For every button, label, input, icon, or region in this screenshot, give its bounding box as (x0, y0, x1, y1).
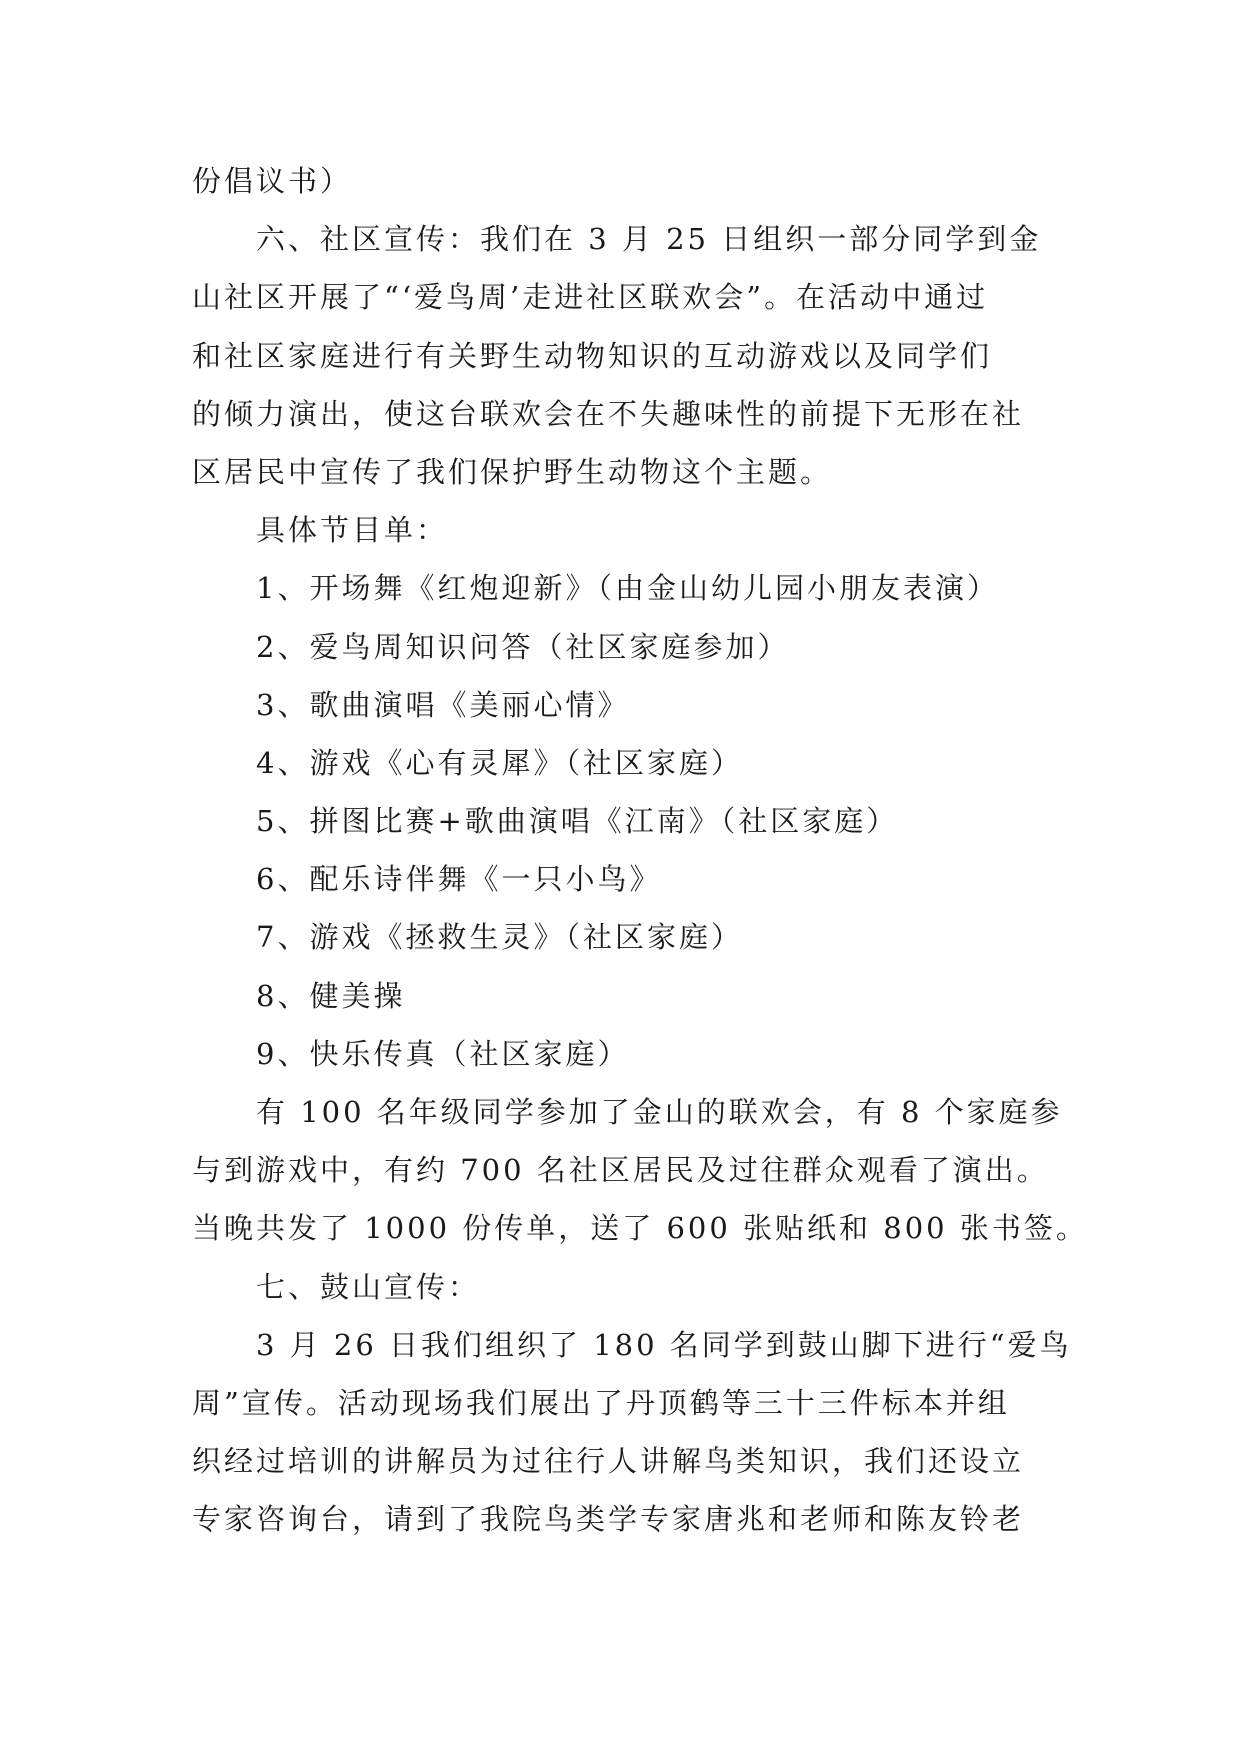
list-item: 3、歌曲演唱《美丽心情》 (256, 687, 630, 722)
list-item: 5、拼图比赛+歌曲演唱《江南》（社区家庭） (256, 804, 899, 839)
text-line: 有 100 名年级同学参加了金山的联欢会，有 8 个家庭参 (256, 1095, 1063, 1129)
text-line: 山社区开展了“‘爱鸟周’走进社区联欢会”。在活动中通过 (192, 280, 989, 315)
text-line: 和社区家庭进行有关野生动物知识的互动游戏以及同学们 (192, 338, 993, 373)
list-item: 8、健美操 (256, 978, 406, 1013)
text-line: 区居民中宣传了我们保护野生动物这个主题。 (192, 454, 833, 489)
list-item: 4、游戏《心有灵犀》（社区家庭） (256, 745, 743, 780)
text-line: 织经过培训的讲解员为过往行人讲解鸟类知识，我们还设立 (192, 1444, 1025, 1479)
text-line: 的倾力演出，使这台联欢会在不失趣味性的前提下无形在社 (192, 396, 1025, 431)
text-line: 专家咨询台，请到了我院鸟类学专家唐兆和老师和陈友铃老 (192, 1502, 1025, 1537)
text-line: 七、鼓山宣传： (256, 1269, 481, 1304)
list-item: 6、配乐诗伴舞《一只小鸟》 (256, 862, 662, 897)
list-item: 1、开场舞《红炮迎新》（由金山幼儿园小朋友表演） (256, 571, 999, 606)
document-body (192, 152, 1088, 1549)
text-line: 具体节目单： (256, 513, 449, 548)
text-line: 周”宣传。活动现场我们展出了丹顶鹤等三十三件标本并组 (192, 1385, 1010, 1420)
text-line: 六、社区宣传：我们在 3 月 25 日组织一部分同学到金 (256, 222, 1042, 257)
text-line: 与到游戏中，有约 700 名社区居民及过往群众观看了演出。 (192, 1153, 1049, 1188)
text-line: 份倡议书） (192, 164, 353, 198)
list-item: 7、游戏《拯救生灵》（社区家庭） (256, 920, 743, 955)
list-item: 2、爱鸟周知识问答（社区家庭参加） (256, 629, 790, 664)
list-item: 9、快乐传真（社区家庭） (256, 1036, 630, 1071)
text-line: 3 月 26 日我们组织了 180 名同学到鼓山脚下进行“爱鸟 (256, 1327, 1072, 1362)
text-line: 当晚共发了 1000 份传单，送了 600 张贴纸和 800 张书签。 (192, 1211, 1088, 1246)
